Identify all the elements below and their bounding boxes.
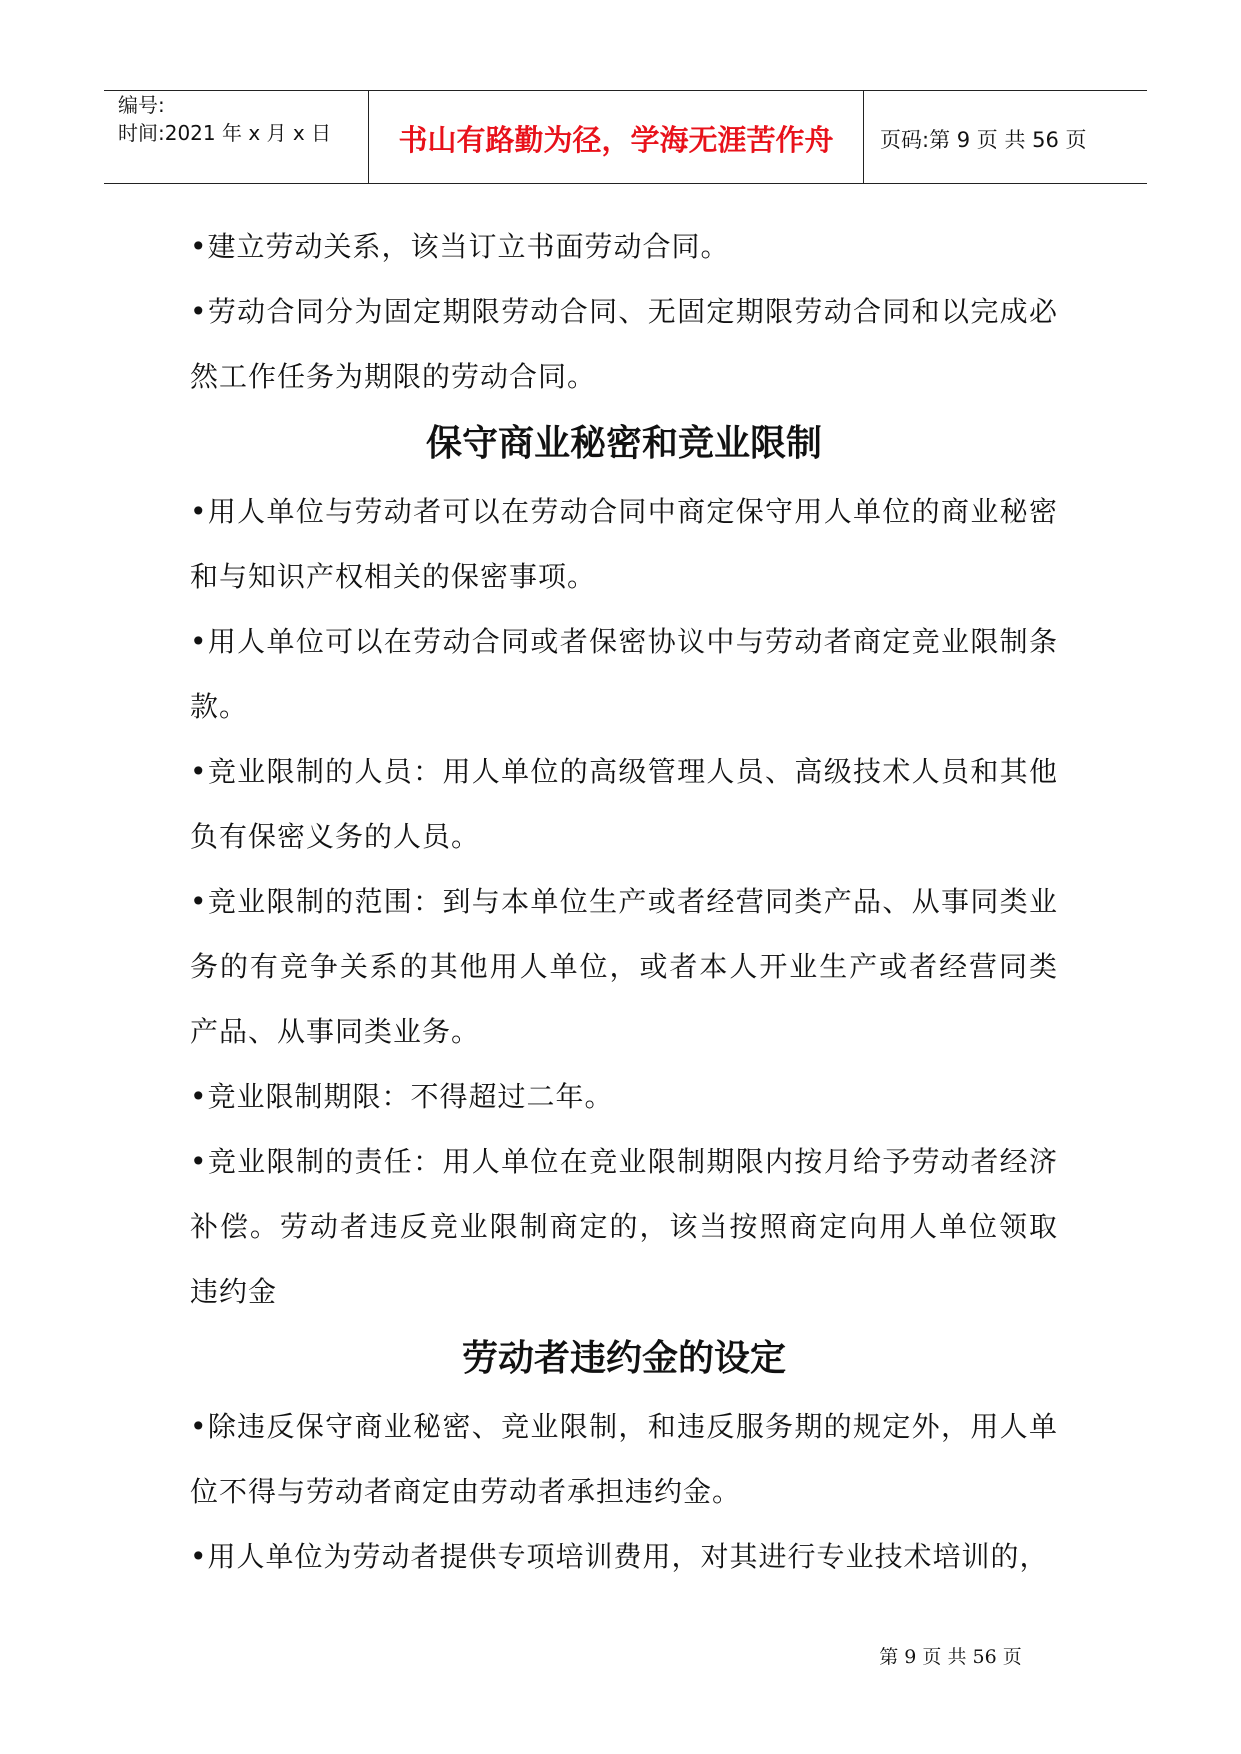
paragraph: •用人单位为劳动者提供专项培训费用，对其进行专业技术培训的， xyxy=(190,1540,1049,1573)
section-heading: 劳动者违约金的设定 xyxy=(461,1338,786,1379)
header-meta-cell xyxy=(104,91,369,183)
header-page-cell xyxy=(864,91,1147,183)
paragraph: •除违反保守商业秘密、竞业限制，和违反服务期的规定外，用人单位不得与劳动者商定由劳动者承担违约金。 xyxy=(190,1410,1058,1508)
header-motto: 书山有路勤为径，学海无涯苦作舟 xyxy=(398,123,834,157)
document-body xyxy=(190,214,1058,1589)
serial-number-label: 编号: xyxy=(118,93,165,117)
page-header xyxy=(104,90,1147,184)
paragraph: •竞业限制的责任：用人单位在竞业限制期限内按月给予劳动者经济补偿。劳动者违反竞业限制商定的，该当按照商定向用人单位领取违约金 xyxy=(190,1145,1058,1308)
paragraph: •用人单位可以在劳动合同或者保密协议中与劳动者商定竞业限制条款。 xyxy=(190,625,1058,723)
paragraph: •劳动合同分为固定期限劳动合同、无固定期限劳动合同和以完成必然工作任务为期限的劳动合同。 xyxy=(190,295,1058,393)
paragraph: •用人单位与劳动者可以在劳动合同中商定保守用人单位的商业秘密和与知识产权相关的保密事项。 xyxy=(190,495,1058,593)
paragraph: •建立劳动关系，该当订立书面劳动合同。 xyxy=(190,230,730,263)
paragraph: •竞业限制的人员：用人单位的高级管理人员、高级技术人员和其他负有保密义务的人员。 xyxy=(190,755,1058,853)
header-motto-cell xyxy=(369,91,864,183)
header-page-info: 页码:第 9 页 共 56 页 xyxy=(880,128,1087,152)
time-label: 时间:2021 年 x 月 x 日 xyxy=(118,121,332,145)
footer-page-number: 第 9 页 共 56 页 xyxy=(879,1646,1022,1668)
page-footer xyxy=(0,1642,1241,1669)
paragraph: •竞业限制期限：不得超过二年。 xyxy=(190,1080,614,1113)
paragraph: •竞业限制的范围：到与本单位生产或者经营同类产品、从事同类业务的有竞争关系的其他用人单位，或者本人开业生产或者经营同类产品、从事同类业务。 xyxy=(190,885,1058,1048)
section-heading: 保守商业秘密和竞业限制 xyxy=(425,423,822,464)
